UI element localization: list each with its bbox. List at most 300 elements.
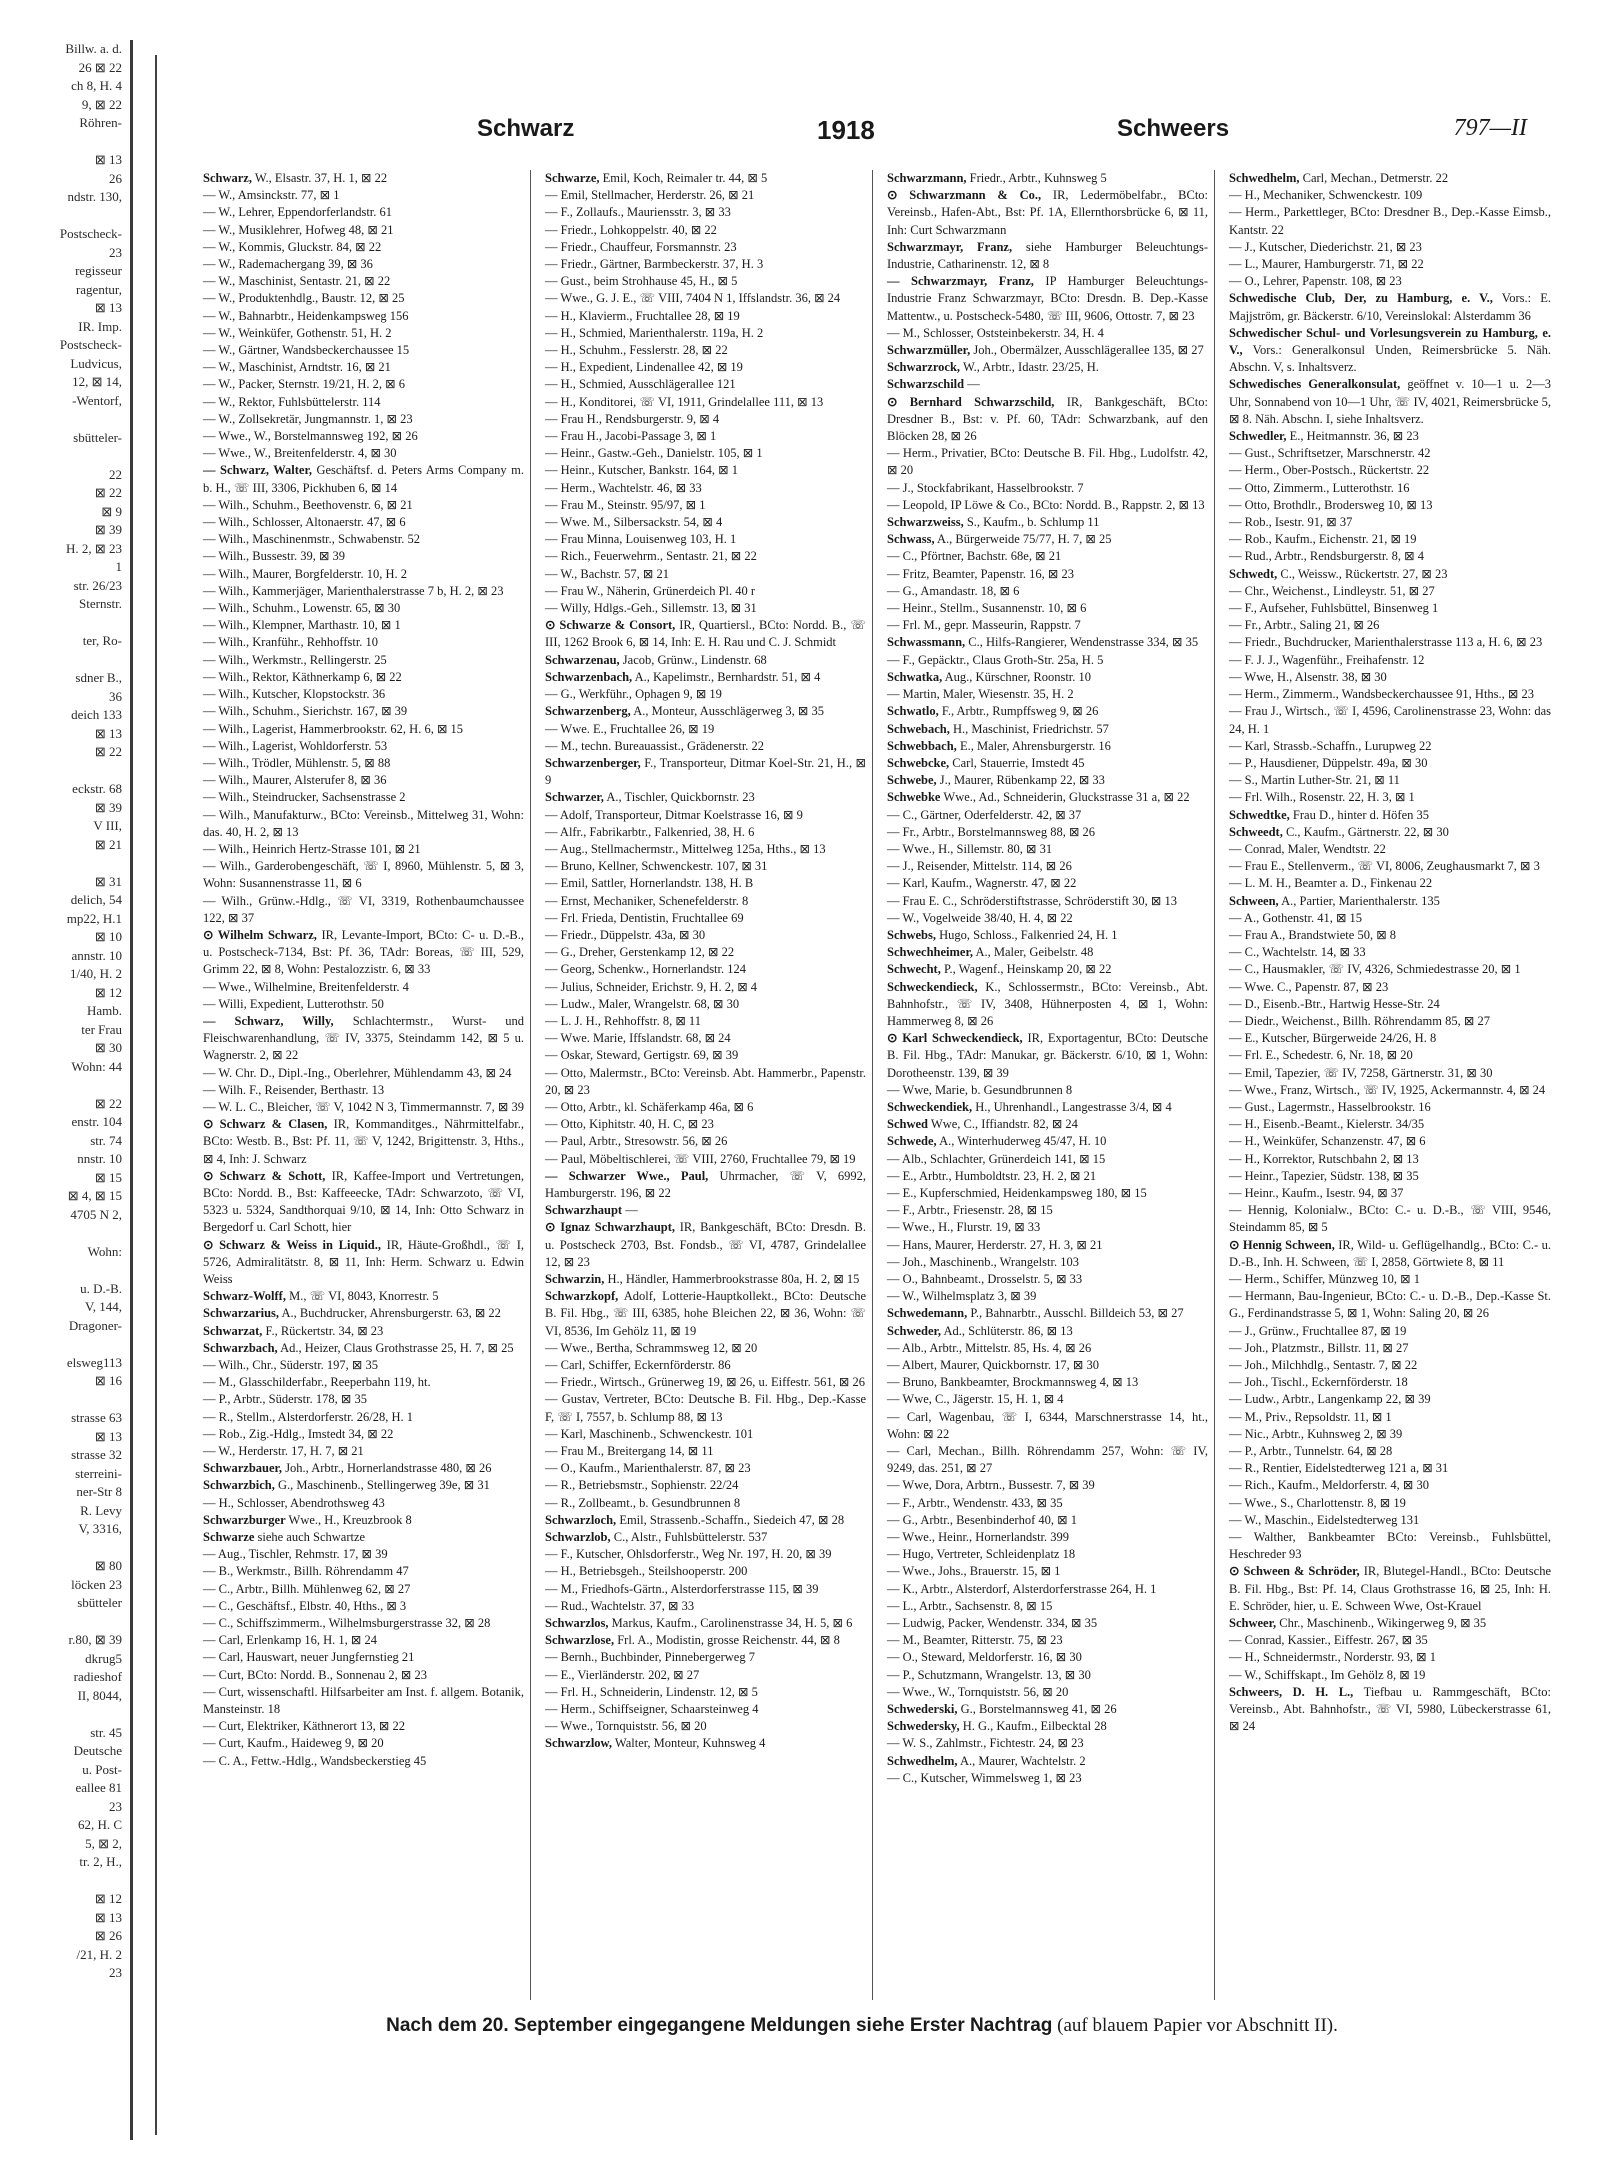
entry-name: Schwed — [887, 1117, 928, 1132]
entry-details: Emil, Strassenb.-Schaffn., Siedeich 47, ⊠ 28 — [619, 1512, 845, 1527]
entry-details: — Heinr., Gastw.-Geh., Danielstr. 105, ⊠ 1 — [545, 446, 763, 461]
directory-entry — [545, 1219, 866, 1271]
entry-details: — Wwe., Tornquiststr. 56, ⊠ 20 — [545, 1719, 707, 1734]
entry-details: — Friedr., Lohkoppelstr. 40, ⊠ 22 — [545, 222, 717, 237]
entry-name: Schweedt, — [1229, 824, 1283, 839]
entry-details: — Gustav, Vertreter, BCto: Deutsche B. Fil. Hbg., Dep.-Kasse F, ☏ I, 7557, b. Schlump 88, ⊠ 13 — [545, 1392, 866, 1424]
directory-entry — [545, 411, 866, 428]
directory-entry — [545, 1374, 866, 1391]
entry-details: H., Uhrenhandl., Langestrasse 3/4, ⊠ 4 — [975, 1099, 1172, 1114]
directory-entry — [203, 514, 524, 531]
directory-entry — [545, 1581, 866, 1598]
entry-details: Walter, Monteur, Kuhnsweg 4 — [614, 1736, 766, 1751]
entry-details: — Chr., Weichenst., Lindleystr. 51, ⊠ 27 — [1229, 583, 1435, 598]
entry-details: — Hermann, Bau-Ingenieur, BCto: C.- u. D.-B., Dep.-Kasse St. G., Ferdinandstrasse 5, ⊠ 1, Wohn: Saling 20, ⊠ 26 — [1229, 1289, 1551, 1321]
directory-entry — [887, 669, 1208, 686]
entry-details: — Aug., Tischler, Rehmstr. 17, ⊠ 39 — [203, 1547, 388, 1562]
directory-entry — [1229, 738, 1551, 755]
directory-entry — [1229, 1563, 1551, 1615]
fragment-line: elsweg113 — [66, 1354, 122, 1370]
entry-details: A., Winterhuderweg 45/47, H. 10 — [939, 1134, 1107, 1149]
entry-details: P., Bahnarbtr., Ausschl. Billdeich 53, ⊠ 27 — [970, 1306, 1184, 1321]
directory-entry — [887, 807, 1208, 824]
directory-entry — [203, 1529, 524, 1546]
entry-details: — Hans, Maurer, Herderstr. 27, H. 3, ⊠ 21 — [887, 1237, 1103, 1252]
entry-details: — Frau H., Jacobi-Passage 3, ⊠ 1 — [545, 429, 717, 444]
fragment-line: 22 — [109, 466, 122, 482]
entry-details: — H., Schneidermstr., Norderstr. 93, ⊠ 1 — [1229, 1650, 1436, 1665]
directory-entry — [203, 807, 524, 841]
entry-details: — Wwe., S., Charlottenstr. 8, ⊠ 19 — [1229, 1495, 1406, 1510]
directory-entry — [1229, 239, 1551, 256]
directory-entry — [1229, 1426, 1551, 1443]
entry-details: — Hennig, Kolonialw., BCto: C.- u. D.-B., ☏ VIII, 9546, Steindamm 85, ⊠ 5 — [1229, 1203, 1551, 1235]
directory-entry — [1229, 600, 1551, 617]
entry-details: Vors.: Generalkonsul Unden, Reimersbrücke 5. Näh. Abschn. V, s. Inhaltsverz. — [1229, 343, 1551, 375]
directory-entry — [203, 1649, 524, 1666]
entry-name: Schwarzbich, — [203, 1478, 275, 1493]
entry-details: E., Heitmannstr. 36, ⊠ 23 — [1289, 429, 1419, 444]
directory-entry — [887, 1649, 1208, 1666]
entry-details: IR, Levante-Import, BCto: C- u. D.-B., u. Postscheck-7134, Bst: Pf. 36, TAdr: Boreas, ☏ III, 529, Grimm 22, ⊠ 8, Wohn: Pestalozzistr. 6, ⊠ 33 — [203, 927, 524, 977]
fragment-line: 23 — [109, 1965, 122, 1980]
directory-entry — [545, 359, 866, 376]
directory-entry — [1229, 841, 1551, 858]
fragment-line: R. Levy — [80, 1502, 122, 1518]
fragment-line: 23 — [109, 244, 122, 260]
entry-details: W., Arbtr., Idastr. 23/25, H. — [962, 360, 1099, 375]
fragment-line: 23 — [109, 1798, 122, 1814]
directory-entry — [545, 1477, 866, 1494]
entry-name: Schwarzenau, — [545, 652, 620, 667]
directory-entry — [545, 1013, 866, 1030]
entry-details: — Wilh. F., Reisender, Berthastr. 13 — [203, 1082, 385, 1097]
directory-entry — [203, 1615, 524, 1632]
entry-details: — Gust., beim Strohhause 45, H., ⊠ 5 — [545, 274, 738, 289]
directory-entry — [203, 290, 524, 307]
entry-details: F., Rückertstr. 34, ⊠ 23 — [265, 1323, 384, 1338]
entry-name: Schwassmann, — [887, 635, 966, 650]
directory-entry — [545, 394, 866, 411]
directory-entry — [1229, 1529, 1551, 1563]
entry-details: Hugo, Schloss., Falkenried 24, H. 1 — [939, 927, 1118, 942]
directory-entry — [545, 566, 866, 583]
entry-details: IR, Häute-Großhdl., ☏ I, 5726, Admiralitätstr. 8, ⊠ 11, Inh: Herm. Schwarz u. Edwin Weiss — [203, 1237, 525, 1286]
entry-details: — H., Schmied, Marienthalerstr. 119a, H. 2 — [545, 325, 764, 340]
entry-name: Schwass, — [887, 532, 935, 547]
directory-entry — [203, 325, 524, 342]
directory-entry — [1229, 514, 1551, 531]
page-header — [157, 115, 1567, 175]
entry-details: IR, Bankgeschäft, BCto: Dresdner B., Bst: v. Pf. 60, TAdr: Schwarzbank, auf den Blöcken 28, ⊠ 26 — [887, 394, 1208, 444]
directory-entry — [203, 359, 524, 376]
entry-details: — O., Steward, Meldorferstr. 16, ⊠ 30 — [887, 1650, 1082, 1665]
directory-entry — [887, 927, 1208, 944]
entry-details: — Oskar, Steward, Gertigstr. 69, ⊠ 39 — [545, 1048, 739, 1063]
fragment-line: delich, 54 — [70, 892, 122, 907]
entry-details: — Rud., Wachtelstr. 37, ⊠ 33 — [545, 1598, 695, 1613]
entry-details: — W., Maschin., Eidelstedterweg 131 — [1229, 1512, 1420, 1527]
directory-entry — [545, 944, 866, 961]
directory-entry — [1229, 1288, 1551, 1322]
entry-name: Schwede, — [887, 1134, 937, 1149]
entry-details: — Alfr., Fabrikarbtr., Falkenried, 38, H. 6 — [545, 824, 755, 839]
entry-name: Schwarze, — [545, 171, 600, 185]
directory-entry — [203, 755, 524, 772]
entry-details: — O., Lehrer, Papenstr. 108, ⊠ 23 — [1229, 274, 1402, 289]
directory-entry — [545, 428, 866, 445]
directory-entry — [203, 342, 524, 359]
entry-details: — P., Arbtr., Süderstr. 178, ⊠ 35 — [203, 1392, 367, 1407]
entry-details: — Gust., Lagermstr., Hasselbrookstr. 16 — [1229, 1099, 1431, 1114]
directory-entry — [203, 497, 524, 514]
entry-details: — Wwe. C., Papenstr. 87, ⊠ 23 — [1229, 979, 1389, 994]
fragment-line: 1 — [115, 559, 122, 574]
entry-details: Wwe, C., Iffiandstr. 82, ⊠ 24 — [930, 1117, 1078, 1132]
directory-entry — [545, 1512, 866, 1529]
directory-entry — [1229, 497, 1551, 514]
directory-entry — [545, 1563, 866, 1580]
directory-entry — [1229, 1460, 1551, 1477]
entry-details: — W., Bachstr. 57, ⊠ 21 — [545, 566, 670, 581]
directory-entry — [545, 531, 866, 548]
fragment-line: ch 8, H. 4 — [71, 78, 122, 93]
entry-details: — Friedr., Buchdrucker, Marienthalerstrasse 113 a, H. 6, ⊠ 23 — [1229, 635, 1543, 650]
directory-entry — [887, 875, 1208, 892]
entry-name: Schwebe, — [887, 773, 937, 788]
entry-details: — Friedr., Düppelstr. 43a, ⊠ 30 — [545, 927, 706, 942]
directory-entry — [545, 1133, 866, 1150]
directory-entry — [1229, 979, 1551, 996]
entry-details: — A., Gothenstr. 41, ⊠ 15 — [1229, 910, 1363, 925]
directory-entry — [887, 1598, 1208, 1615]
directory-entry — [203, 566, 524, 583]
entry-details: — Wilh., Schuhm., Beethovenstr. 6, ⊠ 21 — [203, 497, 413, 512]
entry-details: — S., Martin Luther-Str. 21, ⊠ 11 — [1229, 773, 1400, 788]
entry-details: — Wilh., Manufakturw., BCto: Vereinsb., Mittelweg 31, Wohn: das. 40, H. 2, ⊠ 13 — [203, 807, 524, 839]
entry-details: A., Buchdrucker, Ahrensburgerstr. 63, ⊠ 22 — [281, 1306, 501, 1321]
directory-entry — [203, 1426, 524, 1443]
entry-details: — R., Rentier, Eidelstedterweg 121 a, ⊠ 31 — [1229, 1461, 1449, 1476]
entry-details: — G., Arbtr., Besenbinderhof 40, ⊠ 1 — [887, 1512, 1077, 1527]
fragment-line: 36 — [109, 688, 122, 704]
directory-entry — [887, 376, 1208, 393]
entry-details: P., Wagenf., Heinskamp 20, ⊠ 22 — [943, 962, 1112, 977]
entry-details: Ad., Schlüterstr. 86, ⊠ 13 — [943, 1323, 1073, 1338]
fragment-line — [0, 614, 130, 633]
directory-entry — [887, 445, 1208, 479]
entry-details: — Georg, Schenkw., Hornerlandstr. 124 — [545, 962, 747, 977]
directory-entry — [1229, 428, 1551, 445]
directory-entry — [1229, 789, 1551, 806]
directory-entry — [203, 445, 524, 462]
directory-entry — [887, 1684, 1208, 1701]
entry-details: — P., Hausdiener, Düppelstr. 49a, ⊠ 30 — [1229, 755, 1428, 770]
entry-details: Jacob, Grünw., Lindenstr. 68 — [622, 652, 767, 667]
entry-details: — Frl. Wilh., Rosenstr. 22, H. 3, ⊠ 1 — [1229, 790, 1415, 805]
entry-details: — W., Weinküfer, Gothenstr. 51, H. 2 — [203, 325, 392, 340]
entry-details: — Wilh., Lagerist, Hammerbrookstr. 62, H. 6, ⊠ 15 — [203, 721, 464, 736]
directory-entry — [887, 772, 1208, 789]
fragment-line: str. 45 — [90, 1724, 122, 1740]
entry-name: Schwedemann, — [887, 1306, 968, 1321]
directory-entry — [545, 1632, 866, 1649]
entry-details: IR, Ledermöbelfabr., BCto: Vereinsb., Hafen-Abt., Bst: Pf. 1A, Ellernthorsbrücke 6, ⊠ 11, Inh: Curt Schwarzmann — [887, 188, 1209, 237]
fragment-line: 26 — [109, 170, 122, 186]
entry-name: Schwebke — [887, 790, 941, 805]
directory-entry — [203, 669, 524, 686]
entry-name: Schwebcke, — [887, 755, 950, 770]
directory-entry — [887, 187, 1208, 239]
entry-details: — Heinr., Tapezier, Südstr. 138, ⊠ 35 — [1229, 1168, 1419, 1183]
entry-details: — Otto, Malermstr., BCto: Vereinsb. Abt. Hammerbr., Papenstr. 20, ⊠ 23 — [545, 1065, 866, 1097]
fragment-line: ⊠ 13 — [94, 1909, 122, 1925]
fragment-line — [0, 410, 130, 429]
entry-details: — Emil, Stellmacher, Herderstr. 26, ⊠ 21 — [545, 188, 755, 203]
entry-details: — R., Zollbeamt., b. Gesundbrunnen 8 — [545, 1495, 741, 1510]
entry-details: — F., Gepäcktr., Claus Groth-Str. 25a, H. 5 — [887, 652, 1104, 667]
entry-details: — Otto, Kiphitstr. 40, H. C, ⊠ 23 — [545, 1117, 714, 1132]
entry-details: — Willi, Expedient, Lutterothstr. 50 — [203, 996, 384, 1011]
entry-details: — Heinr., Stellm., Susannenstr. 10, ⊠ 6 — [887, 601, 1087, 616]
fragment-line: sbütteler — [77, 1595, 122, 1610]
entry-details: IR, Exportagentur, BCto: Deutsche B. Fil. Hbg., TAdr: Manukar, gr. Bäckerstr. 6/10, ⊠ 1, Wohn: Dorotheenstr. 139, ⊠ 39 — [887, 1031, 1208, 1080]
entry-details: — Wilh., Bussestr. 39, ⊠ 39 — [203, 549, 346, 564]
entry-details: — J., Stockfabrikant, Hasselbrookstr. 7 — [887, 480, 1084, 495]
entry-details: — Herm., Ober-Postsch., Rückertstr. 22 — [1229, 463, 1430, 478]
directory-entry — [1229, 772, 1551, 789]
entry-details: F., Transporteur, Ditmar Koel-Str. 21, H., ⊠ 9 — [545, 755, 867, 788]
directory-entry — [545, 1615, 866, 1632]
directory-entry — [545, 652, 866, 669]
directory-entry — [545, 789, 866, 806]
directory-entry — [545, 497, 866, 514]
directory-entry — [887, 325, 1208, 342]
directory-entry — [203, 738, 524, 755]
fragment-line: ⊠ 13 — [94, 725, 122, 741]
directory-entry — [545, 996, 866, 1013]
entry-details: — Fr., Arbtr., Saling 21, ⊠ 26 — [1229, 618, 1380, 633]
directory-entry — [887, 1546, 1208, 1563]
entry-name: Schwarzenbach, — [545, 669, 633, 684]
entry-details: — Joh., Platzmstr., Billstr. 11, ⊠ 27 — [1229, 1340, 1409, 1355]
fragment-line: u. Post- — [82, 1761, 122, 1777]
entry-details: — C., Wachtelstr. 14, ⊠ 33 — [1229, 945, 1366, 960]
directory-entry — [545, 308, 866, 325]
directory-entry — [545, 273, 866, 290]
entry-details: — Wilh., Maschinenmstr., Schwabenstr. 52 — [203, 532, 420, 547]
entry-name: Schwarzkopf, — [545, 1289, 619, 1304]
fragment-line: Deutsche — [73, 1743, 122, 1758]
entry-details: — Wwe., Wilhelmine, Breitenfelderstr. 4 — [203, 979, 409, 994]
directory-entry — [545, 1735, 866, 1752]
entry-details: — Emil, Tapezier, ☏ IV, 7258, Gärtnerstr. 31, ⊠ 30 — [1229, 1065, 1493, 1080]
entry-details: — Conrad, Kassier., Eiffestr. 267, ⊠ 35 — [1229, 1633, 1428, 1648]
directory-entry — [203, 652, 524, 669]
directory-entry — [545, 548, 866, 565]
fragment-line: mp22, H.1 — [66, 910, 122, 926]
fragment-line: -Wentorf, — [72, 392, 122, 408]
fragment-line — [0, 133, 130, 152]
directory-entry — [203, 1598, 524, 1615]
directory-entry — [1229, 170, 1551, 187]
fragment-line: ragentur, — [75, 281, 122, 297]
directory-entry — [203, 1013, 524, 1065]
entry-details: C., Kaufm., Gärtnerstr. 22, ⊠ 30 — [1285, 824, 1449, 839]
entry-details: Wwe., H., Kreuzbrook 8 — [288, 1512, 412, 1527]
directory-entry — [1229, 1271, 1551, 1288]
entry-details: — Carl, Erlenkamp 16, H. 1, ⊠ 24 — [203, 1633, 377, 1648]
entry-details: — Alb., Schlachter, Grünerdeich 141, ⊠ 15 — [887, 1151, 1106, 1166]
entry-details: IR, Kommanditges., Nährmittelfabr., BCto: Westb. B., Bst: Pf. 11, ☏ V, 1242, Brigittenstr. 3, Hths., ⊠ 4, Inh: J. Schwarz — [203, 1117, 525, 1166]
directory-entry — [887, 1082, 1208, 1099]
entry-details: — W., Wilhelmsplatz 3, ⊠ 39 — [887, 1289, 1037, 1304]
entry-details: — G., Dreher, Gerstenkamp 12, ⊠ 22 — [545, 945, 735, 960]
column-1 — [197, 170, 531, 2000]
fragment-line: ter, Ro- — [82, 633, 122, 648]
directory-entry — [545, 600, 866, 617]
directory-entry — [545, 824, 866, 841]
directory-entry — [203, 1340, 524, 1357]
fragment-line: Ludvicus, — [70, 355, 122, 371]
entry-details: Schlachtermstr., Wurst- und Fleischwarenhandlung, ☏ IV, 3375, Steindamm 142, ⊠ 5 u. Wagnerstr. 2, ⊠ 22 — [203, 1013, 525, 1063]
directory-entry — [1229, 1340, 1551, 1357]
fragment-line: V III, — [93, 818, 122, 833]
fragment-line: Billw. a. d. — [65, 41, 122, 56]
entry-details: — Wwe, Marie, b. Gesundbrunnen 8 — [887, 1082, 1073, 1097]
directory-entry — [545, 1357, 866, 1374]
directory-entry — [203, 772, 524, 789]
entry-details: — Carl, Hauswart, neuer Jungfernstieg 21 — [203, 1650, 415, 1665]
entry-details: — Wilh., Chr., Süderstr. 197, ⊠ 35 — [203, 1358, 379, 1373]
directory-entry — [887, 893, 1208, 910]
entry-name: Schwechheimer, — [887, 945, 973, 960]
directory-entry — [887, 686, 1208, 703]
fragment-line: dkrug5 — [85, 1650, 122, 1666]
directory-entry — [1229, 1237, 1551, 1271]
directory-entry — [203, 170, 524, 187]
directory-entry — [545, 376, 866, 393]
directory-entry — [545, 187, 866, 204]
entry-details: — Wwe., G. J. E., ☏ VIII, 7404 N 1, Iffslandstr. 36, ⊠ 24 — [545, 291, 841, 306]
directory-entry — [1229, 1495, 1551, 1512]
directory-entry — [545, 669, 866, 686]
directory-entry — [203, 893, 524, 927]
fragment-line: r.80, ⊠ 39 — [68, 1632, 122, 1647]
entry-details: Markus, Kaufm., Carolinenstrasse 34, H. 5, ⊠ 6 — [611, 1616, 853, 1631]
entry-details: — Herm., Zimmerm., Wandsbeckerchaussee 91, Hths., ⊠ 23 — [1229, 687, 1534, 702]
fragment-line: strasse 32 — [71, 1447, 122, 1462]
directory-entry — [1229, 1151, 1551, 1168]
directory-entry — [203, 1082, 524, 1099]
entry-name: Schweder, — [887, 1323, 942, 1338]
previous-page-fragment — [0, 40, 133, 2140]
directory-entry — [203, 1116, 524, 1168]
entry-details: — Wilh., Kranführ., Rehhoffstr. 10 — [203, 635, 379, 650]
entry-details: — H., Eisenb.-Beamt., Kielerstr. 34/35 — [1229, 1117, 1425, 1132]
directory-entry — [887, 548, 1208, 565]
directory-entry — [203, 308, 524, 325]
directory-entry — [887, 961, 1208, 978]
directory-entry — [1229, 1013, 1551, 1030]
entry-details: Friedr., Arbtr., Kuhnsweg 5 — [969, 171, 1107, 185]
directory-entry — [545, 1684, 866, 1701]
directory-entry — [203, 1409, 524, 1426]
entry-details: — M., Schlosser, Oststeinbekerstr. 34, H. 4 — [887, 325, 1104, 340]
directory-entry — [203, 634, 524, 651]
directory-entry — [1229, 755, 1551, 772]
entry-details: — Wilh., Trödler, Mühlenstr. 5, ⊠ 88 — [203, 755, 391, 770]
directory-entry — [545, 1460, 866, 1477]
directory-entry — [545, 583, 866, 600]
entry-details: — H., Konditorei, ☏ VI, 1911, Grindelallee 111, ⊠ 13 — [545, 394, 824, 409]
fragment-line: ⊠ 39 — [94, 799, 122, 815]
entry-name: ⊙ Ignaz Schwarzhaupt, — [545, 1220, 676, 1235]
directory-entry — [545, 910, 866, 927]
fragment-line: Sternstr. — [79, 596, 122, 611]
directory-entry — [887, 1099, 1208, 1116]
entry-details: — Frau M., Steinstr. 95/97, ⊠ 1 — [545, 497, 706, 512]
entry-details: — Otto, Brothdlr., Brodersweg 10, ⊠ 13 — [1229, 497, 1433, 512]
column-4 — [1223, 170, 1557, 2000]
entry-details: — Frl. E., Schedestr. 6, Nr. 18, ⊠ 20 — [1229, 1048, 1413, 1063]
directory-entry — [1229, 1512, 1551, 1529]
entry-details: — H., Mechaniker, Schwenckestr. 109 — [1229, 188, 1423, 203]
entry-details: — Alb., Arbtr., Mittelstr. 85, Hs. 4, ⊠ 26 — [887, 1340, 1092, 1355]
directory-entry — [1229, 1477, 1551, 1494]
entry-details: — L., Arbtr., Sachsenstr. 8, ⊠ 15 — [887, 1598, 1053, 1613]
fragment-line: eckstr. 68 — [72, 781, 122, 796]
entry-name: Schwarzmüller, — [887, 343, 971, 358]
fragment-line — [0, 1872, 130, 1891]
entry-name: Schwedtke, — [1229, 807, 1290, 822]
entry-details: — E., Arbtr., Humboldtstr. 23, H. 2, ⊠ 21 — [887, 1168, 1097, 1183]
entry-name: ⊙ Schwarz & Schott, — [203, 1168, 326, 1183]
directory-entry — [545, 1340, 866, 1357]
directory-entry — [887, 1615, 1208, 1632]
directory-entry — [203, 1237, 524, 1289]
directory-entry — [887, 1030, 1208, 1082]
footer-notice: Nach dem 20. September eingegangene Meldungen siehe Erster Nachtrag — [386, 2015, 1053, 2036]
fragment-line: u. D.-B. — [80, 1280, 122, 1296]
directory-entry — [1229, 824, 1551, 841]
entry-details: — E., Kutscher, Bürgerweide 24/26, H. 8 — [1229, 1031, 1437, 1046]
directory-entry — [1229, 583, 1551, 600]
directory-entry — [887, 170, 1208, 187]
directory-entry — [545, 445, 866, 462]
entry-details: — H., Schmied, Ausschlägerallee 121 — [545, 377, 736, 392]
entry-details: — Paul, Arbtr., Stresowstr. 56, ⊠ 26 — [545, 1134, 728, 1149]
directory-entry — [887, 634, 1208, 651]
entry-details: A., Monteur, Ausschlägerweg 3, ⊠ 35 — [633, 704, 825, 719]
directory-entry — [1229, 1047, 1551, 1064]
directory-entry — [1229, 1202, 1551, 1236]
directory-entry — [887, 566, 1208, 583]
directory-entry — [545, 1546, 866, 1563]
entry-details: — W. S., Zahlmstr., Fichtestr. 24, ⊠ 23 — [887, 1736, 1084, 1751]
fragment-line: Wohn: — [87, 1243, 122, 1259]
fragment-line: ⊠ 13 — [94, 152, 122, 167]
directory-entry — [1229, 273, 1551, 290]
entry-details: — Wwe. Marie, Iffslandstr. 68, ⊠ 24 — [545, 1031, 731, 1046]
entry-details: Tiefbau u. Rammgeschäft, BCto: Vereinsb., Abt. Bahnhofstr., ☏ VI, 5980, Lübeckerstrasse 61, ⊠ 24 — [1229, 1684, 1551, 1734]
entry-name: Schwarzenberg, — [545, 704, 631, 719]
entry-name: Schwatlo, — [887, 704, 939, 719]
entry-details: — W., Vogelweide 38/40, H. 4, ⊠ 22 — [887, 910, 1073, 925]
directory-entry — [887, 531, 1208, 548]
directory-entry — [887, 1237, 1208, 1254]
directory-entry — [545, 325, 866, 342]
